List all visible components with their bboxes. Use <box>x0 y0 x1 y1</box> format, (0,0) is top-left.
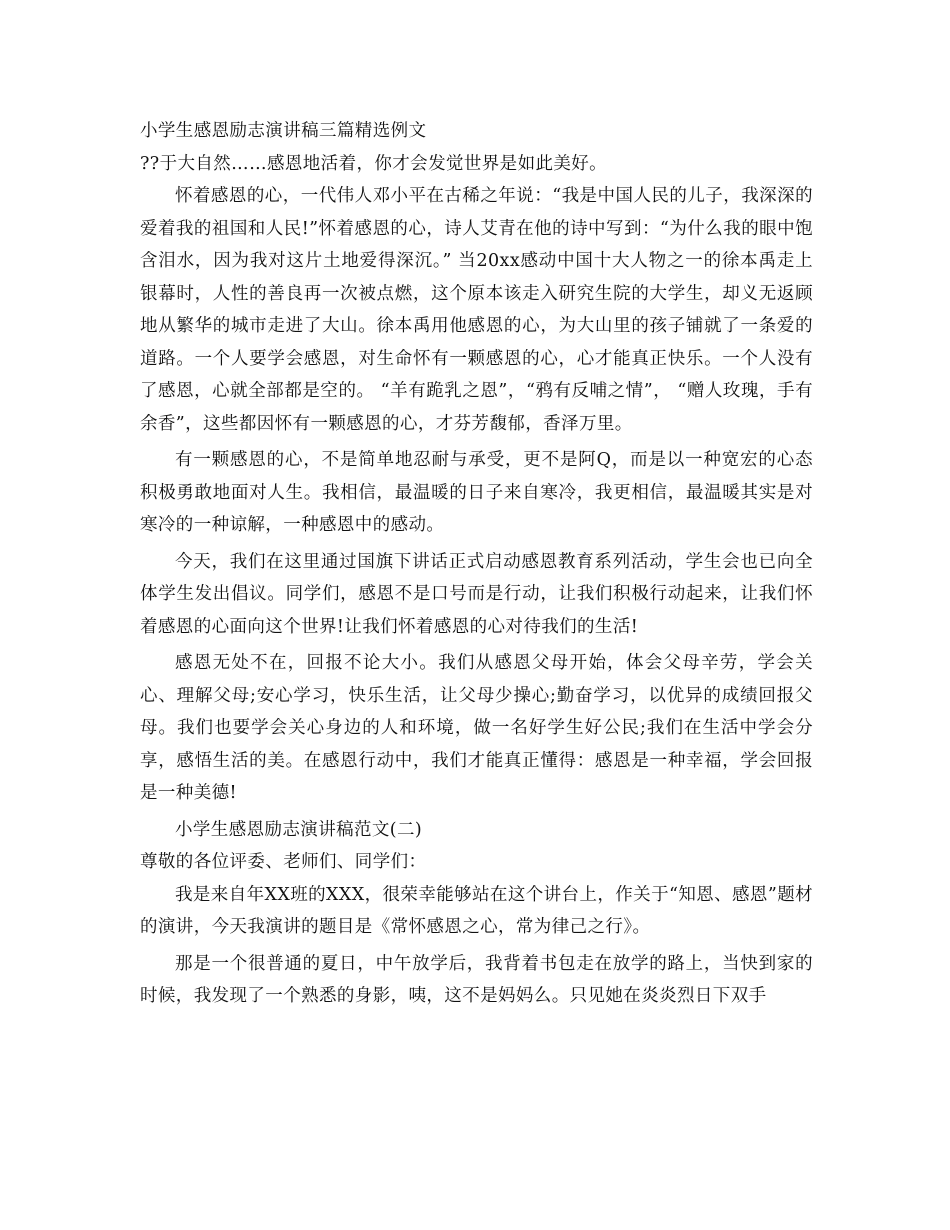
paragraph-campaign-launch: 今天，我们在这里通过国旗下讲话正式启动感恩教育系列活动，学生会也已向全体学生发出倡议。同学们，感恩不是口号而是行动，让我们积极行动起来，让我们怀着感恩的心面向这个世界!让我们怀着感恩的心对待我们的生活! <box>140 551 813 637</box>
section-heading: 小学生感恩励志演讲稿范文(二) <box>175 819 423 840</box>
paragraph-gratitude-everywhere: 感恩无处不在，回报不论大小。我们从感恩父母开始，体会父母辛劳，学会关心、理解父母;安心学习，快乐生活，让父母少操心;勤奋学习，以优异的成绩回报父母。我们也要学会关心身边的人和环境，做一名好学生好公民;我们在生活中学会分享，感悟生活的美。在感恩行动中，我们才能真正懂得：感恩是一种幸福，学会回报是一种美德! <box>140 653 813 803</box>
paragraph-grateful-heart: 有一颗感恩的心，不是简单地忍耐与承受，更不是阿Q，而是以一种宽宏的心态积极勇敢地面对人生。我相信，最温暖的日子来自寒冷，我更相信，最温暖其实是对寒冷的一种谅解，一种感恩中的感动。 <box>140 450 813 535</box>
intro-line: ??于大自然……感恩地活着，你才会发觉世界是如此美好。 <box>140 153 608 174</box>
salutation: 尊敬的各位评委、老师们、同学们： <box>140 852 427 872</box>
document-title: 小学生感恩励志演讲稿三篇精选例文 <box>140 121 427 141</box>
paragraph-speech-intro: 我是来自年XX班的XXX，很荣幸能够站在这个讲台上，作关于“知恩、感恩”题材的演讲，今天我演讲的题目是《常怀感恩之心，常为律己之行》。 <box>140 884 813 937</box>
document-body <box>140 115 813 1017</box>
paragraph-summer-story: 那是一个很普通的夏日，中午放学后，我背着书包走在放学的路上，当快到家的时候，我发现了一个熟悉的身影，咦，这不是妈妈么。只见她在炎炎烈日下双手 <box>140 953 813 1006</box>
paragraph-gratitude-examples: 怀着感恩的心，一代伟人邓小平在古稀之年说：“我是中国人民的儿子，我深深的爱着我的祖国和人民!”怀着感恩的心，诗人艾青在他的诗中写到：“为什么我的眼中饱含泪水，因为我对这片土地爱得深沉。” 当20xx感动中国十大人物之一的徐本禹走上银幕时，人性的善良再一次被点燃，这个原本该走入研究生院的大学生，却义无返顾地从繁华的城市走进了大山。徐本禹用他感恩的心，为大山里的孩子铺就了一条爱的道路。一个人要学会感恩，对生命怀有一颗感恩的心，心才能真正快乐。一个人没有了感恩，心就全部都是空的。 “羊有跪乳之恩”，“鸦有反哺之情”， “赠人玫瑰，手有余香”，这些都因怀有一颗感恩的心，才芬芳馥郁，香泽万里。 <box>140 186 813 434</box>
